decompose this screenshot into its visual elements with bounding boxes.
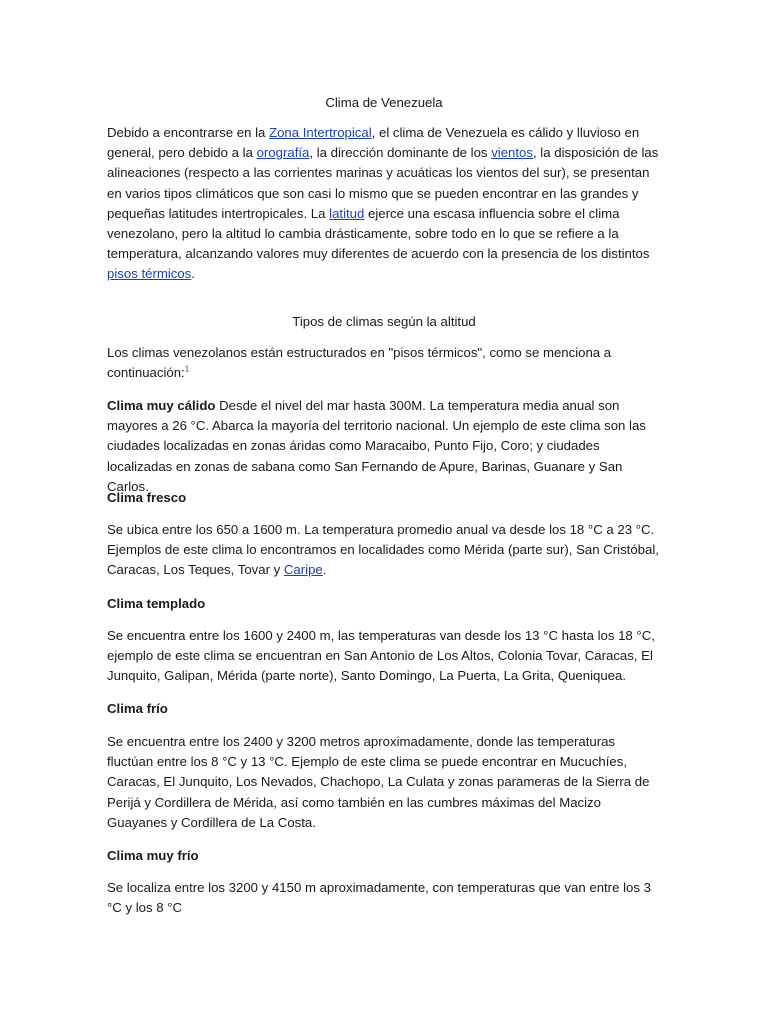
clima-templado-heading: Clima templado <box>107 596 206 611</box>
link-latitud[interactable]: latitud <box>329 205 365 221</box>
clima-templado-paragraph: Se encuentra entre los 1600 y 2400 m, las temperaturas van desde los 13 °C hasta los 18 °C, ejemplo de este clima se encuentran en San Antonio de Los Altos, Colonia Tovar, Caracas, El Junquito, Galipan, Mérida (parte norte), Santo Domingo, La Puerta, La Grita, Queniquea. <box>107 628 655 684</box>
lead-text: Los climas venezolanos están estructurados en "pisos térmicos", como se menciona a continuación: <box>107 345 612 381</box>
intro-text-2: , el clima de Venezuela es cálido y lluvioso en general, pero debido a la <box>107 125 640 161</box>
clima-muy-calido-heading: Clima muy cálido <box>107 398 216 413</box>
clima-muy-frio-heading: Clima muy frío <box>107 848 199 863</box>
intro-text-3: , la dirección dominante de los <box>309 145 492 161</box>
link-caripe[interactable]: Caripe <box>283 562 323 578</box>
intro-text-1: Debido a encontrarse en la <box>107 125 270 140</box>
page-title: Clima de Venezuela <box>325 95 443 110</box>
reference-link[interactable]: 1 <box>184 364 190 374</box>
lead-paragraph <box>107 343 663 383</box>
link-pisos-termicos[interactable]: pisos térmicos <box>107 266 192 282</box>
link-zona-intertropical[interactable]: Zona Intertropical <box>269 125 372 140</box>
link-vientos[interactable]: vientos <box>491 145 533 161</box>
clima-fresco-heading: Clima fresco <box>107 490 187 505</box>
clima-frio-paragraph: Se encuentra entre los 2400 y 3200 metros aproximadamente, donde las temperaturas fluctúan entre los 8 °C y 13 °C. Ejemplo de este clima se puede encontrar en Mucuchíes, Caracas, El Junquito, Los Nevados, Chachopo, La Culata y zonas parameras de la Sierra de Perijá y Cordillera de Mérida, así como también en las cumbres máximas del Macizo Guayanes y Cordillera de La Costa. <box>107 734 650 830</box>
clima-fresco-paragraph <box>107 520 663 581</box>
clima-fresco-text: Se ubica entre los 650 a 1600 m. La temperatura promedio anual va desde los 18 °C a 23 °C. Ejemplos de este clima lo encontramos en localidades como Mérida (parte sur), San Cristóbal, Caracas, Los Teques, Tovar y <box>107 522 659 578</box>
clima-frio-heading: Clima frío <box>107 701 168 716</box>
clima-muy-frio-paragraph: Se localiza entre los 3200 y 4150 m aproximadamente, con temperaturas que van entre los 3 °C y los 8 °C <box>107 880 651 916</box>
clima-fresco-end: . <box>322 562 327 578</box>
link-orografia[interactable]: orografía <box>256 145 310 161</box>
section-subtitle: Tipos de climas según la altitud <box>292 314 476 329</box>
clima-muy-calido-paragraph <box>107 396 663 497</box>
intro-text-4: , la disposición de las alineaciones (respecto a las corrientes marinas y acuáticas los vientos del sur), se presentan en varios tipos climáticos que son casi lo mismo que se pueden encontrar en las grandes y pequeñas latitudes intertropicales. La <box>107 145 659 221</box>
intro-text-6: . <box>191 266 195 282</box>
clima-muy-calido-text: Desde el nivel del mar hasta 300M. La temperatura media anual son mayores a 26 °C. Abarca la mayoría del territorio nacional. Un ejemplo de este clima son las ciudades localizadas en zonas áridas como Maracaibo, Punto Fijo, Coro; y ciudades localizadas en zonas de sabana como San Fernando de Apure, Barinas, Guanare y San Carlos. <box>107 398 646 494</box>
intro-paragraph <box>107 123 663 285</box>
intro-text-5: ejerce una escasa influencia sobre el clima venezolano, pero la altitud lo cambia drásticamente, sobre todo en lo que se refiere a la temperatura, alcanzando valores muy diferentes de acuerdo con la presencia de los distintos <box>107 205 650 262</box>
